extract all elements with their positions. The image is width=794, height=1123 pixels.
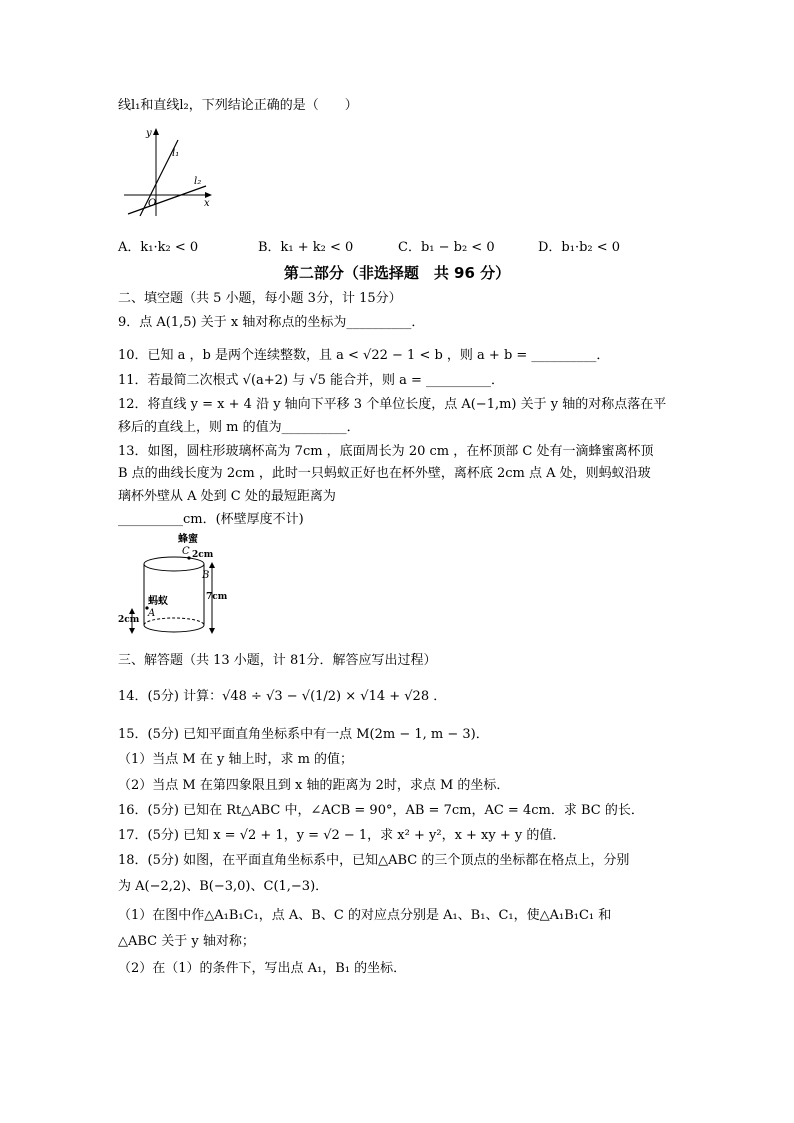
bottom-arrow-up (129, 608, 135, 614)
honey-label: 蜂蜜 (178, 534, 198, 545)
height-arrow-up (209, 562, 215, 568)
question-13-line2: B 点的曲线长度为 2cm ，此时一只蚂蚁正好也在杯外壁，离杯底 2cm 点 A 处，则蚂蚁沿玻 (118, 466, 651, 481)
b-label: B (202, 570, 210, 581)
question-18-line2: 为 A(−2,2)、B(−3,0)、C(1,−3)． (118, 879, 329, 894)
question-13-line3: 璃杯外壁从 A 处到 C 处的最短距离为 (118, 489, 336, 504)
part2-title: 第二部分（非选择题 共 96 分） (283, 264, 511, 282)
cup-bottom-front (144, 625, 204, 632)
height-arrow-down (209, 628, 215, 634)
question-18-line1: 18．(5分) 如图，在平面直角坐标系中，已知△ABC 的三个顶点的坐标都在格点上，分别 (118, 853, 630, 868)
q8-option-b: B．k₁ + k₂ < 0 (258, 240, 354, 255)
a-label: A (148, 608, 156, 619)
q8-stem: 线l₁和直线l₂，下列结论正确的是（ ） (118, 98, 358, 113)
y-axis-arrow (153, 128, 159, 135)
question-15-part2: （2）当点 M 在第四象限且到 x 轴的距离为 2时，求点 M 的坐标． (118, 778, 510, 793)
question-15: 15．(5分) 已知平面直角坐标系中有一点 M(2m − 1, m − 3)． (118, 727, 489, 742)
height-label: 7cm (206, 592, 228, 602)
y-label: y (146, 128, 152, 139)
x-label: x (204, 198, 210, 209)
question-11: 11．若最简二次根式 √(a+2) 与 √5 能合并，则 a = __________． (118, 373, 505, 388)
question-15-part1: （1）当点 M 在 y 轴上时，求 m 的值； (118, 752, 354, 767)
question-17: 17．(5分) 已知 x = √2 + 1，y = √2 − 1，求 x² + y²，x + xy + y 的值． (118, 828, 566, 843)
origin-label: O (148, 198, 157, 209)
section-3-heading: 三、解答题（共 13 小题，计 81分．解答应写出过程） (118, 653, 437, 668)
bottom-length-label: 2cm (118, 615, 140, 625)
q8-option-c: C．b₁ − b₂ < 0 (398, 240, 495, 255)
question-9: 9．点 A(1,5) 关于 x 轴对称点的坐标为__________． (118, 315, 425, 330)
question-12-line1: 12．将直线 y = x + 4 沿 y 轴向下平移 3 个单位长度，点 A(−1,m) 关于 y 轴的对称点落在平 (118, 397, 667, 412)
line-l2 (128, 186, 206, 214)
bottom-arrow-down (129, 628, 135, 634)
q8-graph-figure (120, 126, 216, 222)
question-16: 16．(5分) 已知在 Rt△ABC 中，∠ACB = 90°，AB = 7cm，AC = 4cm．求 BC 的长． (118, 803, 644, 818)
question-13-line1: 13．如图，圆柱形玻璃杯高为 7cm ，底面周长为 20 cm ，在杯顶部 C 处有一滴蜂蜜离杯顶 (118, 444, 654, 459)
section-2-heading: 二、填空题（共 5 小题，每小题 3分，计 15分） (118, 291, 402, 306)
question-18-part1-line2: △ABC 关于 y 轴对称； (118, 934, 255, 949)
question-13-line4: __________cm．(杯壁厚度不计) (118, 512, 304, 527)
question-10: 10．已知 a ，b 是两个连续整数，且 a < √22 − 1 < b ，则 a + b = __________． (118, 348, 610, 363)
question-12-line2: 移后的直线上，则 m 的值为__________． (118, 420, 360, 435)
q8-option-d: D．b₁·b₂ < 0 (538, 240, 621, 255)
q8-option-a: A．k₁·k₂ < 0 (118, 240, 199, 255)
cup-bottom-back (144, 618, 204, 625)
question-18-part1-line1: （1）在图中作△A₁B₁C₁，点 A、B、C 的对应点分别是 A₁、B₁、C₁，使△A₁B₁C₁ 和 (118, 908, 612, 923)
l1-label: l₁ (172, 148, 180, 159)
ant-label: 蚂蚁 (148, 596, 168, 607)
cup-figure (118, 532, 238, 644)
top-length-label: 2cm (192, 550, 214, 560)
c-label: C (182, 546, 190, 557)
question-18-part2: （2）在（1）的条件下，写出点 A₁，B₁ 的坐标． (118, 961, 407, 976)
l2-label: l₂ (194, 176, 202, 187)
question-14: 14．(5分) 计算：√48 ÷ √3 − √(1/2) × √14 + √28 ． (118, 689, 447, 704)
